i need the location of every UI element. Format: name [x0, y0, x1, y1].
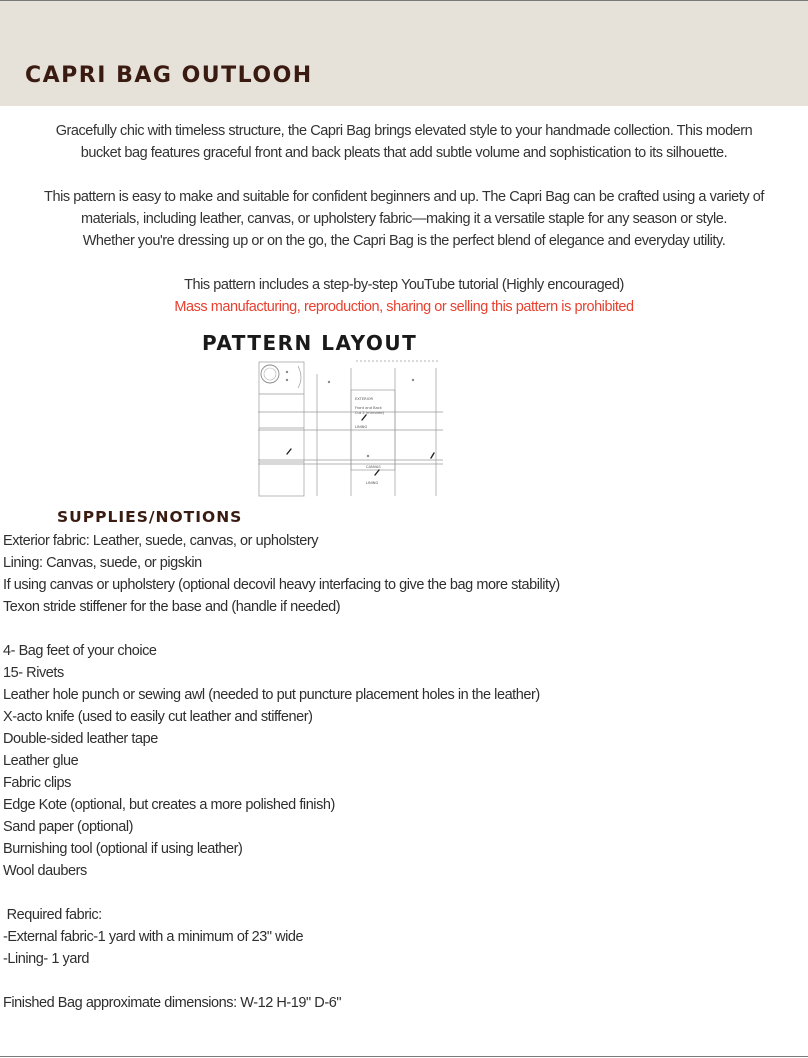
copyright-warning: Mass manufacturing, reproduction, sharing or selling this pattern is prohibited [174, 299, 634, 315]
fabric-item: -External fabric-1 yard with a minimum of 23" wide [3, 929, 304, 945]
supply-item: Edge Kote (optional, but creates a more polished finish) [3, 797, 335, 813]
tutorial-notice [0, 274, 808, 318]
supply-item: Fabric clips [3, 775, 71, 791]
intro-line: This pattern is easy to make and suitable for confident beginners and up. The Capri Bag can be crafted using a variety of [44, 189, 764, 205]
layout-label: LINING [355, 425, 368, 429]
pattern-layout-image [258, 360, 443, 498]
intro-paragraph-2 [0, 186, 808, 252]
supply-item: Sand paper (optional) [3, 819, 134, 835]
layout-label: CANVAS [366, 465, 381, 469]
fabric-item: -Lining- 1 yard [3, 951, 89, 967]
supply-item: 15- Rivets [3, 665, 64, 681]
header-band [0, 1, 808, 106]
supply-item: 4- Bag feet of your choice [3, 643, 157, 659]
layout-label: Cut 2 (mirrored) [355, 411, 384, 415]
supplies-list [3, 530, 803, 1014]
layout-label: LINING [366, 481, 379, 485]
blank-line [3, 882, 803, 904]
fabric-heading: Required fabric: [3, 907, 102, 923]
finished-dimensions: Finished Bag approximate dimensions: W-12 H-19" D-6" [3, 995, 342, 1011]
supply-item: X-acto knife (used to easily cut leather and stiffener) [3, 709, 313, 725]
supply-item: Exterior fabric: Leather, suede, canvas, or upholstery [3, 533, 319, 549]
supply-item: If using canvas or upholstery (optional decovil heavy interfacing to give the bag more stability) [3, 577, 560, 593]
supply-item: Texon stride stiffener for the base and (handle if needed) [3, 599, 341, 615]
intro-paragraph-1 [0, 120, 808, 164]
intro-line: bucket bag features graceful front and back pleats that add subtle volume and sophistication to its silhouette. [80, 145, 728, 161]
supply-item: Lining: Canvas, suede, or pigskin [3, 555, 202, 571]
layout-label: Front and Back [355, 406, 382, 410]
blank-line [3, 970, 803, 992]
supply-item: Wool daubers [3, 863, 87, 879]
supply-item: Leather hole punch or sewing awl (needed to put puncture placement holes in the leather) [3, 687, 540, 703]
blank-line [3, 618, 803, 640]
supplies-heading: SUPPLIES/NOTIONS [57, 508, 243, 526]
supply-item: Double-sided leather tape [3, 731, 158, 747]
bottom-rule [0, 1056, 808, 1057]
pattern-layout-heading: PATTERN LAYOUT [202, 331, 418, 355]
intro-line: Gracefully chic with timeless structure, the Capri Bag brings elevated style to your handmade collection. This modern [55, 123, 753, 139]
intro-line: Whether you're dressing up or on the go, the Capri Bag is the perfect blend of elegance and everyday utility. [82, 233, 726, 249]
layout-label: EXTERIOR [355, 397, 374, 401]
tutorial-note: This pattern includes a step-by-step YouTube tutorial (Highly encouraged) [184, 277, 624, 293]
supply-item: Burnishing tool (optional if using leather) [3, 841, 243, 857]
page-title: CAPRI BAG OUTLOOH [25, 63, 313, 88]
intro-line: materials, including leather, canvas, or upholstery fabric—making it a versatile staple for any season or style. [81, 211, 727, 227]
supply-item: Leather glue [3, 753, 79, 769]
